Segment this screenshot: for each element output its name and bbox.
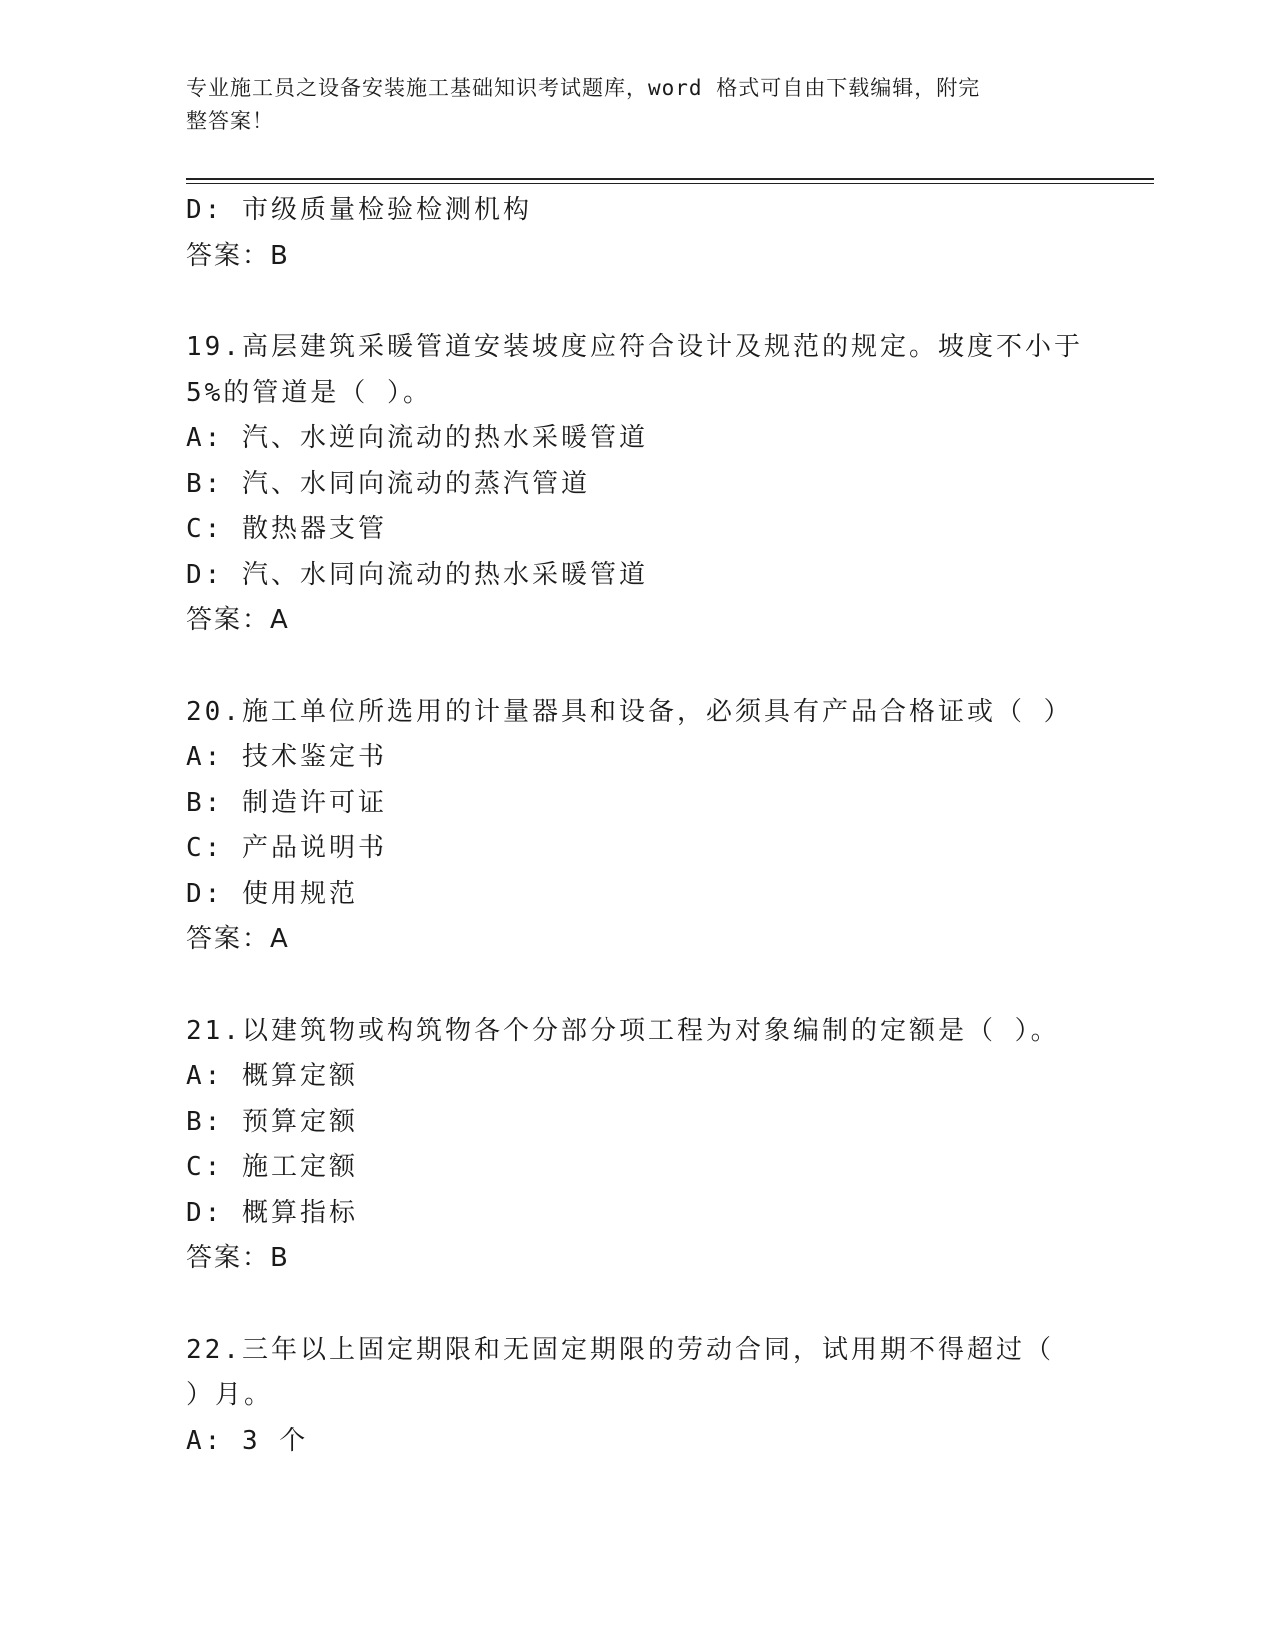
question-19 bbox=[186, 325, 1086, 644]
spacer bbox=[186, 963, 1086, 1009]
option-b: B: 汽、水同向流动的蒸汽管道 bbox=[186, 468, 590, 499]
header-line-1: 专业施工员之设备安装施工基础知识考试题库，word 格式可自由下载编辑，附完 bbox=[186, 76, 981, 100]
spacer bbox=[186, 279, 1086, 325]
question-text-line-2: ）月。 bbox=[186, 1380, 274, 1410]
answer: 答案：A bbox=[186, 924, 290, 954]
option-c: C: 施工定额 bbox=[186, 1152, 358, 1182]
spacer bbox=[186, 1282, 1086, 1328]
document-header bbox=[186, 72, 1066, 138]
document-content bbox=[186, 188, 1086, 1464]
spacer bbox=[186, 644, 1086, 690]
question-18-tail bbox=[186, 188, 1086, 279]
question-21 bbox=[186, 1009, 1086, 1282]
option-b: B: 制造许可证 bbox=[186, 787, 387, 818]
header-rule-thick bbox=[186, 178, 1154, 180]
option-a: A: 技术鉴定书 bbox=[186, 742, 387, 772]
option-d: D: 市级质量检验检测机构 bbox=[186, 195, 532, 225]
header-rule-thin bbox=[186, 183, 1154, 184]
question-text-line-1: 21.以建筑物或构筑物各个分部分项工程为对象编制的定额是（ ）。 bbox=[186, 1015, 1060, 1046]
question-20 bbox=[186, 690, 1086, 963]
question-text-line-1: 19.高层建筑采暖管道安装坡度应符合设计及规范的规定。坡度不小于 bbox=[186, 332, 1083, 362]
option-d: D: 使用规范 bbox=[186, 878, 358, 909]
header-line-2: 整答案！ bbox=[186, 109, 274, 133]
answer: 答案：B bbox=[186, 1243, 290, 1273]
option-c: C: 散热器支管 bbox=[186, 514, 387, 544]
option-d: D: 概算指标 bbox=[186, 1197, 358, 1228]
option-d: D: 汽、水同向流动的热水采暖管道 bbox=[186, 559, 648, 590]
option-b: B: 预算定额 bbox=[186, 1106, 358, 1137]
question-text-line-1: 20.施工单位所选用的计量器具和设备，必须具有产品合格证或（ ） bbox=[186, 696, 1073, 727]
option-a: A: 3 个 bbox=[186, 1425, 309, 1456]
question-22 bbox=[186, 1328, 1086, 1465]
option-a: A: 汽、水逆向流动的热水采暖管道 bbox=[186, 423, 648, 453]
option-a: A: 概算定额 bbox=[186, 1061, 358, 1091]
option-c: C: 产品说明书 bbox=[186, 833, 387, 863]
question-text-line-2: 5%的管道是（ ）。 bbox=[186, 377, 432, 408]
question-text-line-1: 22.三年以上固定期限和无固定期限的劳动合同，试用期不得超过（ bbox=[186, 1334, 1054, 1365]
answer: 答案：B bbox=[186, 240, 290, 271]
answer: 答案：A bbox=[186, 605, 290, 635]
